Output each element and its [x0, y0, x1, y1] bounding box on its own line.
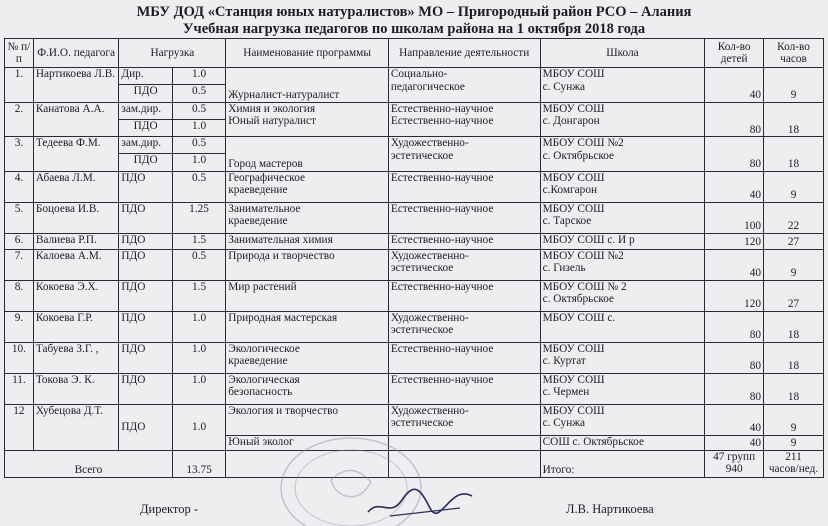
cell-direction: Социально- педагогическое: [388, 68, 540, 103]
cell-name: Канатова А.А.: [33, 102, 119, 137]
cell-program: Мир растений: [226, 280, 389, 311]
cell-kids: 80: [705, 342, 764, 373]
cell-position: ПДО: [119, 233, 172, 249]
cell-num: 11.: [5, 373, 34, 404]
cell-school: МБОУ СОШ с. Сунжа: [540, 68, 705, 103]
cell-kids: 40: [705, 435, 764, 450]
cell-name: Табуева З.Г. ,: [33, 342, 119, 373]
table-row: [5, 373, 824, 404]
cell-direction: Художественно- эстетическое: [388, 137, 540, 172]
cell-load: 0.5: [172, 249, 225, 280]
cell-hours: 9: [764, 171, 824, 202]
cell-position: ПДО: [119, 85, 172, 102]
cell-direction: Естественно-научное: [388, 233, 540, 249]
cell-school: МБОУ СОШ с. Донгарон: [540, 102, 705, 137]
cell-num: 6.: [5, 233, 34, 249]
cell-num: 12: [5, 404, 34, 450]
cell-program: Город мастеров: [226, 137, 389, 172]
cell-hours: 18: [764, 137, 824, 172]
cell-program: Географическое краеведение: [226, 171, 389, 202]
cell-direction: [388, 435, 540, 450]
table-row: [5, 249, 824, 280]
cell-kids: 120: [705, 233, 764, 249]
cell-load: 1.25: [172, 202, 225, 233]
table-row: [5, 171, 824, 202]
cell-school: МБОУ СОШ с. Тарское: [540, 202, 705, 233]
cell-school: МБОУ СОШ с.: [540, 311, 705, 342]
cell-kids: 40: [705, 68, 764, 103]
cell-program: Занимательная химия: [226, 233, 389, 249]
cell-name: Калоева А.М.: [33, 249, 119, 280]
cell-load: 1.0: [172, 404, 225, 450]
col-header-name: Ф.И.О. педагога: [33, 39, 119, 68]
cell-direction: Естественно-научное: [388, 342, 540, 373]
cell-load: 1.0: [172, 311, 225, 342]
cell-name: Абаева Л.М.: [33, 171, 119, 202]
cell-position: зам.дир.: [119, 137, 172, 154]
cell-kids: 80: [705, 311, 764, 342]
cell-load: 0.5: [172, 102, 225, 119]
director-name: Л.В. Нартикоева: [566, 502, 654, 516]
col-header-hours: Кол-во часов: [764, 39, 824, 68]
document-title-line2: Учебная нагрузка педагогов по школам района на 1 октября 2018 года: [182, 21, 646, 37]
cell-hours: 9: [764, 249, 824, 280]
cell-load: 0.5: [172, 85, 225, 102]
col-header-direction: Направление деятельности: [388, 39, 540, 68]
table-row: [5, 202, 824, 233]
cell-name: Нартикоева Л.В.: [33, 68, 119, 103]
cell-load: 0.5: [172, 137, 225, 154]
cell-num: 8.: [5, 280, 34, 311]
cell-position: зам.дир.: [119, 102, 172, 119]
table-row: [5, 311, 824, 342]
total-kids: 47 групп 940: [705, 450, 764, 477]
cell-load: 0.5: [172, 171, 225, 202]
cell-direction: Художественно- эстетическое: [388, 404, 540, 435]
cell-direction: Естественно-научное: [388, 373, 540, 404]
cell-load: 1.0: [172, 154, 225, 171]
cell-position: ПДО: [119, 202, 172, 233]
teacher-load-table: [4, 38, 824, 478]
document-title-line1: МБУ ДОД «Станция юных натуралистов» МО – Пригородный район РСО – Алания: [136, 4, 692, 20]
cell-hours: 18: [764, 342, 824, 373]
table-row: [5, 137, 824, 154]
cell-load: 1.0: [172, 342, 225, 373]
cell-hours: 18: [764, 311, 824, 342]
cell-program: [226, 450, 389, 477]
cell-school: МБОУ СОШ с. И р: [540, 233, 705, 249]
cell-program: Экология и творчество: [226, 404, 389, 435]
director-label: Директор -: [140, 502, 199, 516]
cell-program: Химия и экология Юный натуралист: [226, 102, 389, 137]
col-header-program: Наименование программы: [226, 39, 389, 68]
cell-school: МБОУ СОШ с. Чермен: [540, 373, 705, 404]
cell-position: ПДО: [119, 311, 172, 342]
cell-kids: 40: [705, 171, 764, 202]
total-label: Всего: [5, 450, 173, 477]
cell-name: Боцоева И.В.: [33, 202, 119, 233]
cell-program: Природная мастерская: [226, 311, 389, 342]
table-row: [5, 342, 824, 373]
cell-kids: 80: [705, 137, 764, 172]
cell-direction: Художественно- эстетическое: [388, 311, 540, 342]
cell-hours: 18: [764, 373, 824, 404]
cell-name: Хубецова Д.Т.: [33, 404, 119, 450]
cell-school: МБОУ СОШ №2 с. Гизель: [540, 249, 705, 280]
cell-kids: 40: [705, 249, 764, 280]
cell-program: Юный эколог: [226, 435, 389, 450]
table-row: [5, 280, 824, 311]
cell-name: Кокоева Э.Х.: [33, 280, 119, 311]
cell-hours: 27: [764, 280, 824, 311]
col-header-kids: Кол-во детей: [705, 39, 764, 68]
cell-load: 1.0: [172, 373, 225, 404]
cell-program: Экологическая безопасность: [226, 373, 389, 404]
cell-kids: 40: [705, 404, 764, 435]
total-hours: 211 часов/нед.: [764, 450, 824, 477]
cell-school: МБОУ СОШ №2 с. Октябрьское: [540, 137, 705, 172]
cell-name: Токова Э. К.: [33, 373, 119, 404]
table-row: [5, 233, 824, 249]
table-row: [5, 68, 824, 85]
cell-position: ПДО: [119, 171, 172, 202]
cell-kids: 100: [705, 202, 764, 233]
cell-name: Валиева Р.П.: [33, 233, 119, 249]
cell-num: 2.: [5, 102, 34, 137]
cell-num: 9.: [5, 311, 34, 342]
cell-num: 10.: [5, 342, 34, 373]
cell-num: 7.: [5, 249, 34, 280]
cell-kids: 120: [705, 280, 764, 311]
cell-kids: 80: [705, 373, 764, 404]
cell-direction: [388, 450, 540, 477]
cell-position: Дир.: [119, 68, 172, 85]
cell-num: 5.: [5, 202, 34, 233]
table-row: [5, 404, 824, 435]
col-header-school: Школа: [540, 39, 705, 68]
cell-name: Кокоева Г.Р.: [33, 311, 119, 342]
cell-load: 1.0: [172, 119, 225, 136]
cell-position: ПДО: [119, 119, 172, 136]
cell-program: Экологическое краеведение: [226, 342, 389, 373]
cell-direction: Естественно-научное: [388, 171, 540, 202]
cell-position: ПДО: [119, 280, 172, 311]
cell-position: ПДО: [119, 154, 172, 171]
cell-num: 4.: [5, 171, 34, 202]
cell-direction: Естественно-научное: [388, 202, 540, 233]
cell-hours: 22: [764, 202, 824, 233]
cell-hours: 9: [764, 68, 824, 103]
cell-load: 1.0: [172, 68, 225, 85]
cell-hours: 9: [764, 435, 824, 450]
cell-kids: 80: [705, 102, 764, 137]
table-header-row: [5, 39, 824, 68]
cell-num: 1.: [5, 68, 34, 103]
cell-hours: 9: [764, 404, 824, 435]
cell-position: ПДО: [119, 373, 172, 404]
cell-school: МБОУ СОШ № 2 с. Октябрьское: [540, 280, 705, 311]
cell-program: Природа и творчество: [226, 249, 389, 280]
cell-school: МБОУ СОШ с.Комгарон: [540, 171, 705, 202]
total-itogo-label: Итого:: [540, 450, 705, 477]
cell-load: 1.5: [172, 280, 225, 311]
cell-position: ПДО: [119, 249, 172, 280]
cell-load: 1.5: [172, 233, 225, 249]
cell-program: Журналист-натуралист: [226, 68, 389, 103]
cell-position: ПДО: [119, 342, 172, 373]
cell-school: МБОУ СОШ с. Сунжа: [540, 404, 705, 435]
cell-name: Тедеева Ф.М.: [33, 137, 119, 172]
cell-direction: Художественно- эстетическое: [388, 249, 540, 280]
cell-hours: 27: [764, 233, 824, 249]
cell-direction: Естественно-научное Естественно-научное: [388, 102, 540, 137]
cell-position: ПДО: [119, 404, 172, 450]
director-signature: [360, 478, 480, 522]
total-load: 13.75: [172, 450, 225, 477]
cell-school: МБОУ СОШ с. Куртат: [540, 342, 705, 373]
total-row: [5, 450, 824, 477]
table-row: [5, 102, 824, 119]
cell-num: 3.: [5, 137, 34, 172]
cell-direction: Естественно-научное: [388, 280, 540, 311]
cell-school: СОШ с. Октябрьское: [540, 435, 705, 450]
cell-program: Занимательное краеведение: [226, 202, 389, 233]
col-header-num: № п/п: [5, 39, 34, 68]
col-header-load: Нагрузка: [119, 39, 226, 68]
cell-hours: 18: [764, 102, 824, 137]
